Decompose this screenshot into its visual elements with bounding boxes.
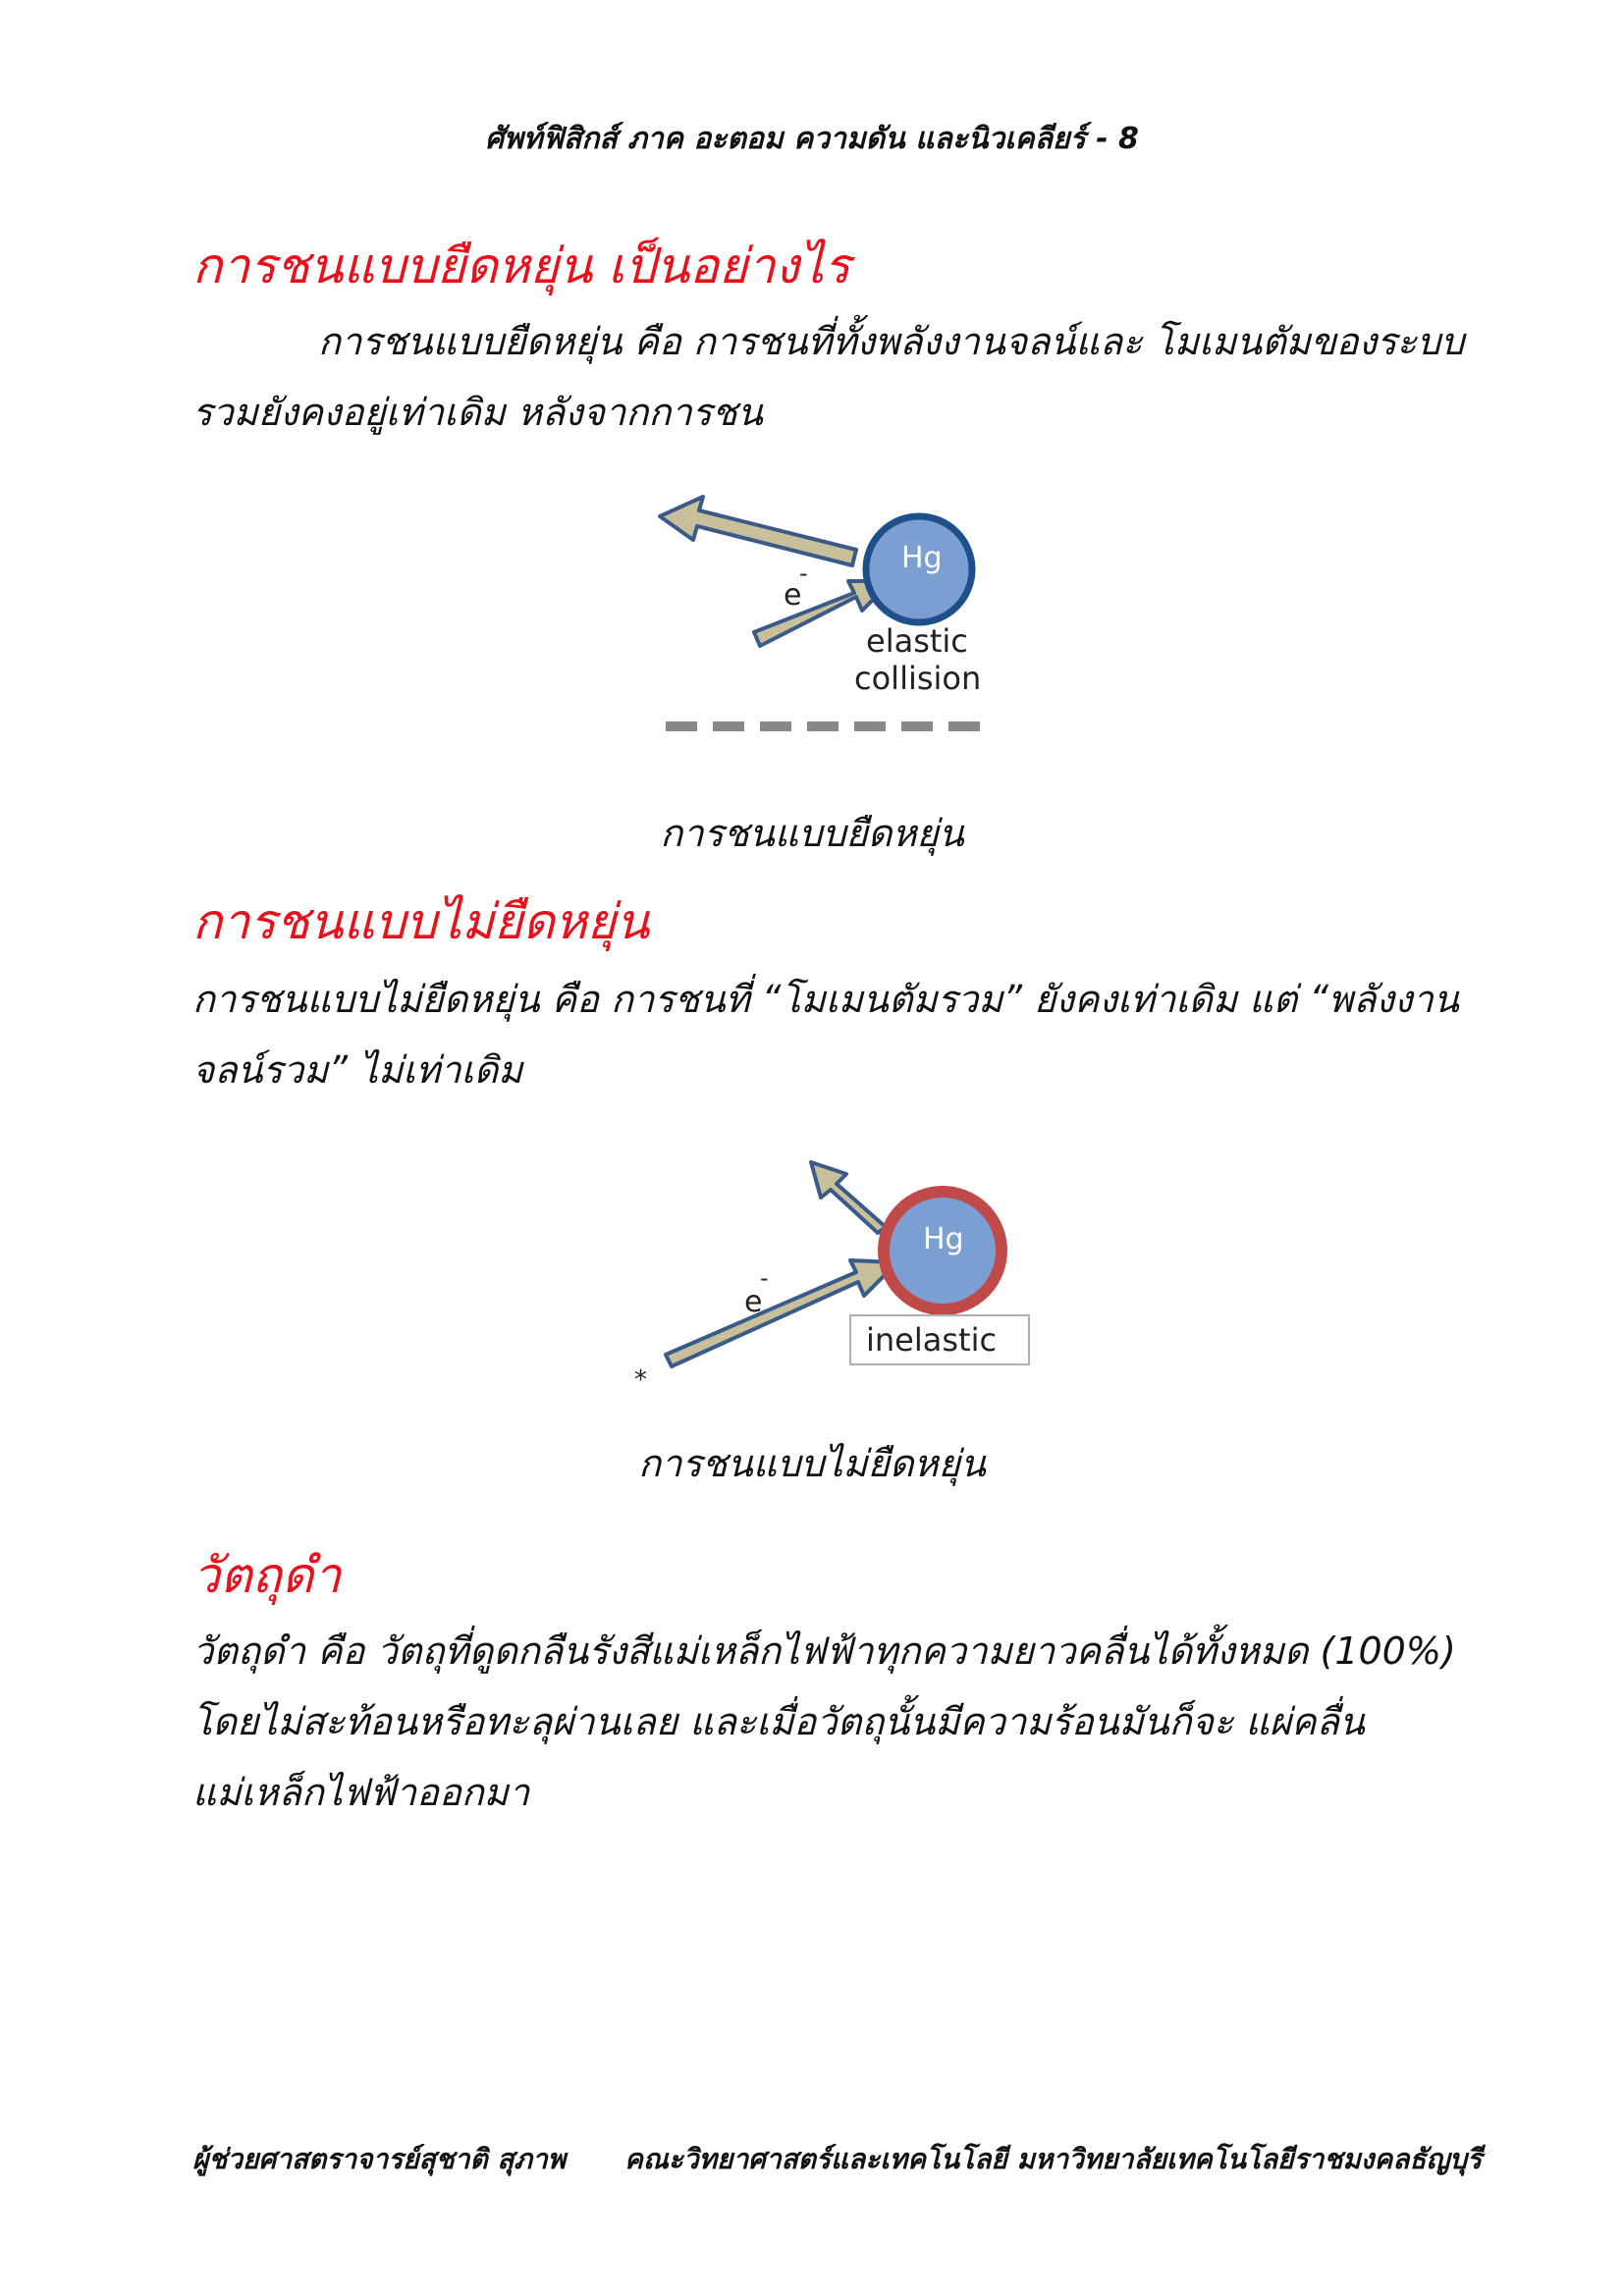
elastic-caption-line1: elastic	[866, 622, 968, 660]
electron-charge-inelastic: -	[760, 1264, 769, 1292]
caption-elastic: การชนแบบยืดหยุ่น	[660, 812, 964, 855]
electron-charge: -	[799, 560, 808, 587]
page-footer	[192, 2138, 1483, 2181]
reflected-electron-arrow	[660, 497, 856, 565]
hg-atom-label: Hg	[901, 541, 943, 575]
figure-inelastic-collision	[619, 1139, 1041, 1394]
hg-atom-label-inelastic: Hg	[923, 1222, 964, 1256]
heading-elastic: การชนแบบยืดหยุ่น เป็นอย่างไร	[192, 238, 850, 294]
paragraph-inelastic-line1: การชนแบบไม่ยืดหยุ่น คือ การชนที่ “โมเมนตัมรวม” ยังคงเท่าเดิม แต่ “พลังงาน	[192, 978, 1459, 1021]
heading-blackbody: วัตถุดำ	[192, 1547, 342, 1604]
footer-institution: คณะวิทยาศาสตร์และเทคโนโลยี มหาวิทยาลัยเทคโนโลยีราชมงคลธัญบุรี	[624, 2143, 1483, 2175]
paragraph-inelastic-line2: จลน์รวม” ไม่เท่าเดิม	[192, 1048, 523, 1092]
paragraph-blackbody-line2: โดยไม่สะท้อนหรือทะลุผ่านเลย และเมื่อวัตถุนั้นมีความร้อนมันก็จะ แผ่คลื่น	[192, 1700, 1365, 1743]
paragraph-elastic-line2: รวมยังคงอยู่เท่าเดิม หลังจากการชน	[192, 391, 763, 434]
figure-elastic-collision	[648, 491, 1001, 746]
caption-inelastic: การชนแบบไม่ยืดหยุ่น	[638, 1442, 986, 1485]
paragraph-inelastic	[192, 964, 1479, 1105]
page-header: ศัพท์ฟิสิกส์ ภาค อะตอม ความดัน และนิวเคลียร์ - 8	[485, 122, 1139, 156]
asterisk-marker: *	[634, 1365, 647, 1394]
paragraph-blackbody-line3: แม่เหล็กไฟฟ้าออกมา	[192, 1771, 530, 1814]
paragraph-blackbody	[192, 1616, 1479, 1828]
scattered-electron-arrow	[811, 1162, 886, 1233]
heading-inelastic: การชนแบบไม่ยืดหยุ่น	[192, 893, 650, 950]
paragraph-blackbody-line1: วัตถุดำ คือ วัตถุที่ดูดกลืนรังสีแม่เหล็กไฟฟ้าทุกความยาวคลื่นได้ทั้งหมด (100%)	[192, 1629, 1456, 1673]
electron-label: e	[784, 578, 802, 613]
paragraph-elastic-line1: การชนแบบยืดหยุ่น คือ การชนที่ทั้งพลังงานจลน์และ โมเมนตัมของระบบ	[318, 320, 1465, 363]
paragraph-elastic	[192, 306, 1479, 448]
elastic-caption-line2: collision	[854, 660, 982, 697]
footer-author: ผู้ช่วยศาสตราจารย์สุชาติ สุภาพ	[192, 2143, 567, 2175]
electron-label-inelastic: e	[744, 1285, 763, 1319]
inelastic-label: inelastic	[866, 1321, 998, 1359]
